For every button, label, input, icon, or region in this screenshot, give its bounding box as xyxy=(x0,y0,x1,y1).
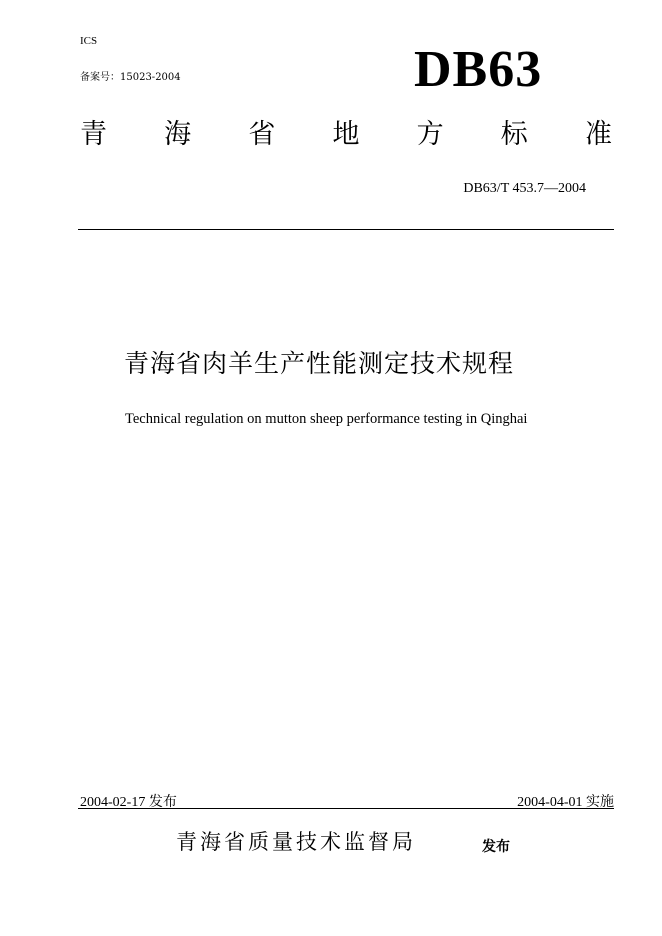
issue-date: 2004-02-17 发布 xyxy=(80,795,177,810)
standard-type-heading xyxy=(80,121,612,148)
standard-type-char: 海 xyxy=(164,119,192,150)
standard-type-char: 地 xyxy=(332,119,360,150)
record-number: 备案号：15023-2004 xyxy=(80,72,181,83)
document-title-chinese: 青海省肉羊生产性能测定技术规程 xyxy=(124,349,515,378)
standard-type-char: 标 xyxy=(500,119,528,150)
standard-type-char: 准 xyxy=(584,119,612,150)
header-divider xyxy=(78,229,614,230)
standard-type-char: 省 xyxy=(248,119,276,150)
footer-divider xyxy=(78,808,614,809)
ics-label: ICS xyxy=(80,35,98,47)
implementation-date: 2004-04-01 实施 xyxy=(517,795,614,810)
authority-action-label: 发布 xyxy=(482,839,510,855)
document-title-english: Technical regulation on mutton sheep performance testing in Qinghai xyxy=(125,411,528,427)
standard-number: DB63/T 453.7—2004 xyxy=(463,181,586,196)
standard-code: DB63 xyxy=(414,41,543,98)
standard-type-char: 方 xyxy=(416,119,444,150)
issuing-authority: 青海省质量技术监督局 xyxy=(176,830,416,854)
standard-type-char: 青 xyxy=(80,119,107,150)
